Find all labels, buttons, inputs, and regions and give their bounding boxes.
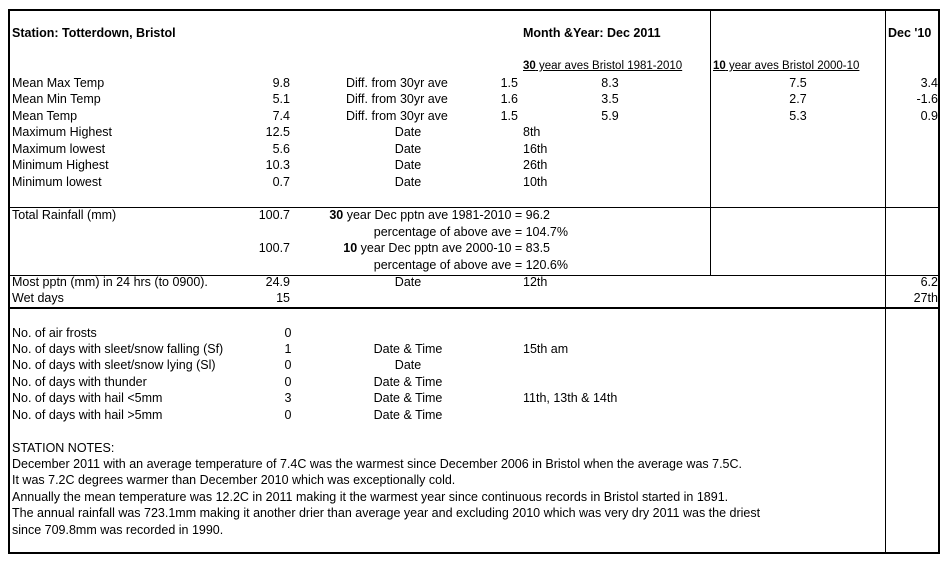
temp-ave10: 2.7 <box>789 92 807 106</box>
notes-line: The annual rainfall was 723.1mm making it another drier than average year and excluding 2010 which was very dry 2011 was the driest <box>12 506 761 520</box>
temp-ave30: 5.9 <box>601 109 619 123</box>
extreme-date-label: Date <box>394 142 422 156</box>
wet-days-value: 15 <box>276 291 290 305</box>
temp-label: Mean Min Temp <box>12 92 101 106</box>
notes-line: It was 7.2C degrees warmer than December 2010 which was exceptionally cold. <box>12 473 456 487</box>
most-pptn-value: 24.9 <box>265 275 290 289</box>
day-label: No. of days with thunder <box>12 375 147 389</box>
extreme-date: 8th <box>523 125 541 139</box>
extreme-date: 26th <box>523 158 548 172</box>
notes-line: December 2011 with an average temperature of 7.4C was the warmest since December 2006 in Bristol when the average was 7.5C. <box>12 457 743 471</box>
month-year-title: Month &Year: Dec 2011 <box>523 26 661 40</box>
wet-days-prev: 27th <box>913 291 938 305</box>
extreme-date-label: Date <box>394 175 422 189</box>
day-date-label: Date & Time <box>373 408 443 422</box>
extreme-date: 16th <box>523 142 548 156</box>
extreme-date-label: Date <box>394 158 422 172</box>
day-date-label: Date & Time <box>373 342 443 356</box>
divider-col-10yr <box>710 10 711 276</box>
day-label: No. of days with hail <5mm <box>12 391 163 405</box>
day-label: No. of days with hail >5mm <box>12 408 163 422</box>
most-pptn-date-label: Date <box>394 275 422 289</box>
extreme-date: 10th <box>523 175 548 189</box>
temp-prev: 0.9 <box>920 109 938 123</box>
notes-line: since 709.8mm was recorded in 1990. <box>12 523 224 537</box>
extreme-date-label: Date <box>394 125 422 139</box>
day-label: No. of days with sleet/snow falling (Sf) <box>12 342 224 356</box>
day-date-label: Date & Time <box>373 375 443 389</box>
most-pptn-prev: 6.2 <box>920 275 938 289</box>
day-date-label: Date & Time <box>373 391 443 405</box>
temp-label: Mean Temp <box>12 109 78 123</box>
aves-30yr-header: 30 year aves Bristol 1981-2010 <box>523 60 683 72</box>
day-date: 15th am <box>523 342 569 356</box>
day-value: 0 <box>284 358 292 372</box>
temp-value: 5.1 <box>272 92 290 106</box>
extreme-label: Maximum lowest <box>12 142 106 156</box>
temp-ave30: 8.3 <box>601 76 619 90</box>
temp-value: 7.4 <box>272 109 290 123</box>
temp-label: Mean Max Temp <box>12 76 105 90</box>
divider-days <box>9 307 939 309</box>
extreme-value: 12.5 <box>265 125 290 139</box>
prev-year-title: Dec '10 <box>888 26 932 40</box>
rainfall-pct30: percentage of above ave = 104.7% <box>373 225 568 239</box>
extreme-label: Minimum lowest <box>12 175 102 189</box>
day-value: 0 <box>284 375 292 389</box>
notes-title: STATION NOTES: <box>12 441 115 455</box>
temp-value: 9.8 <box>272 76 290 90</box>
rainfall-ave10: 10 year Dec pptn ave 2000-10 = 83.5 <box>343 241 550 255</box>
temp-prev: -1.6 <box>916 92 938 106</box>
day-label: No. of days with sleet/snow lying (Sl) <box>12 358 216 372</box>
temp-diff: 1.6 <box>500 92 518 106</box>
temp-diff-label: Diff. from 30yr ave <box>346 92 448 106</box>
rainfall-value: 100.7 <box>258 208 290 222</box>
day-label: No. of air frosts <box>12 326 97 340</box>
day-value: 0 <box>284 408 292 422</box>
extreme-value: 10.3 <box>265 158 290 172</box>
station-title: Station: Totterdown, Bristol <box>12 26 176 40</box>
day-date: 11th, 13th & 14th <box>523 391 618 405</box>
temp-diff: 1.5 <box>500 76 518 90</box>
extreme-value: 0.7 <box>272 175 290 189</box>
temp-prev: 3.4 <box>920 76 938 90</box>
rainfall-label: Total Rainfall (mm) <box>12 208 117 222</box>
rainfall-pct10: percentage of above ave = 120.6% <box>373 258 568 272</box>
day-value: 0 <box>284 326 292 340</box>
day-value: 3 <box>284 391 292 405</box>
day-value: 1 <box>284 342 292 356</box>
extreme-label: Minimum Highest <box>12 158 109 172</box>
divider-col-prev <box>885 10 886 554</box>
extreme-value: 5.6 <box>272 142 290 156</box>
most-pptn-label: Most pptn (mm) in 24 hrs (to 0900). <box>12 275 208 289</box>
day-date-label: Date <box>394 358 422 372</box>
temp-diff-label: Diff. from 30yr ave <box>346 109 448 123</box>
aves-10yr-header: 10 year aves Bristol 2000-10 <box>713 60 860 72</box>
temp-diff-label: Diff. from 30yr ave <box>346 76 448 90</box>
rainfall-ave30: 30 year Dec pptn ave 1981-2010 = 96.2 <box>329 208 550 222</box>
temp-ave10: 7.5 <box>789 76 807 90</box>
temp-ave30: 3.5 <box>601 92 619 106</box>
wet-days-label: Wet days <box>12 291 64 305</box>
notes-line: Annually the mean temperature was 12.2C in 2011 making it the warmest year since continuous records in Bristol started in 1891. <box>12 490 729 504</box>
rainfall-value-2: 100.7 <box>258 241 290 255</box>
temp-diff: 1.5 <box>500 109 518 123</box>
temp-ave10: 5.3 <box>789 109 807 123</box>
extreme-label: Maximum Highest <box>12 125 113 139</box>
most-pptn-date: 12th <box>523 275 548 289</box>
